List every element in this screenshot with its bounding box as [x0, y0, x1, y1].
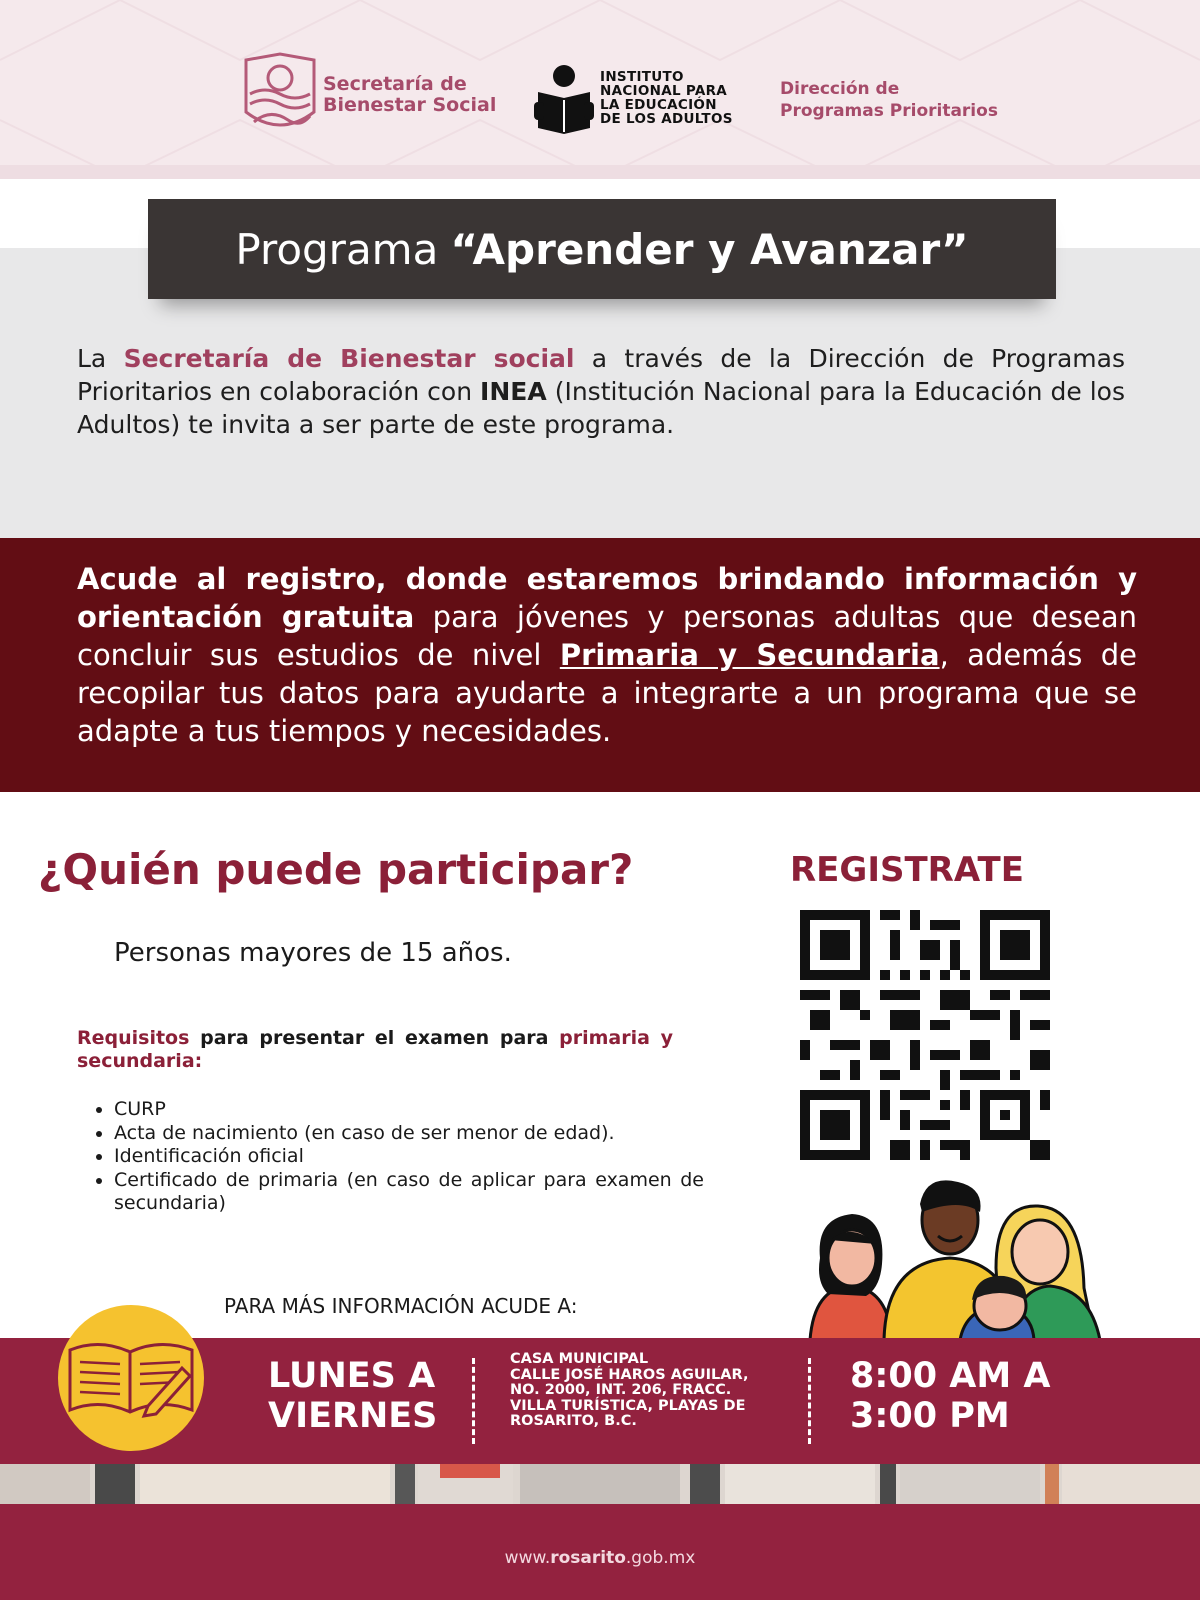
register-label: REGISTRATE [790, 850, 1024, 890]
list-item: • CURP [114, 1098, 704, 1122]
website-link[interactable] [0, 1548, 1200, 1568]
program-title-name: “Aprender y Avanzar” [450, 224, 969, 274]
family-illustration [800, 1178, 1110, 1340]
requirements-heading [77, 1027, 673, 1073]
inea-reader-icon [534, 64, 594, 134]
url-suffix: .gob.mx [625, 1548, 696, 1568]
requirements-list [84, 1098, 704, 1216]
list-item: • Identificación oficial [114, 1145, 704, 1169]
requirements-levels: primaria y secundaria: [77, 1027, 674, 1072]
divider [472, 1358, 475, 1444]
intro-highlight-inea: INEA [480, 377, 547, 406]
header-band [0, 165, 1200, 179]
intro-text-3: (Institución Nacional para la Educación de los Adultos) te invita a ser parte de este programa. [77, 377, 1125, 439]
program-title-prefix: Programa [235, 224, 439, 274]
inea-logo-text: INSTITUTO NACIONAL PARA LA EDUCACIÓN DE LOS ADULTOS [600, 69, 733, 127]
callout-text-2: para jóvenes y personas adultas que desean concluir sus estudios de nivel [77, 600, 1137, 672]
address: CASA MUNICIPAL CALLE JOSÉ HAROS AGUILAR, NO. 2000, INT. 206, FRACC. VILLA TURÍSTICA, PLAYAS DE ROSARITO, B.C. [510, 1351, 749, 1429]
program-title [148, 199, 1056, 299]
callout-bold: Acude al registro, donde estaremos brindando información y orientación gratuita [77, 562, 1137, 634]
list-item: • Acta de nacimiento (en caso de ser menor de edad). [114, 1122, 704, 1146]
callout-paragraph [77, 560, 1137, 750]
more-info-label: PARA MÁS INFORMACIÓN ACUDE A: [224, 1294, 578, 1318]
callout-text-3: , además de recopilar tus datos para ayudarte a integrarte a un programa que se adapte a tus tiempos y necesidades. [77, 638, 1137, 748]
sbs-seal-icon [240, 52, 320, 138]
requirements-rest: para presentar el examen para [189, 1027, 560, 1049]
open-book-icon [64, 1336, 198, 1420]
intro-highlight-sbs: Secretaría de Bienestar social [123, 344, 575, 373]
divider [808, 1358, 811, 1444]
url-prefix: www. [504, 1548, 551, 1568]
intro-text-1: La [77, 344, 124, 373]
list-item: • Certificado de primaria (en caso de aplicar para examen de secundaria) [114, 1169, 704, 1216]
participation-title: ¿Quién puede participar? [38, 845, 634, 894]
callout-levels: Primaria y Secundaria [559, 638, 940, 672]
requirements-highlight: Requisitos [77, 1027, 190, 1049]
intro-paragraph [77, 342, 1125, 441]
dpp-logo-text: Dirección de Programas Prioritarios [780, 79, 998, 121]
schedule-days: LUNES A VIERNES [268, 1356, 438, 1436]
qr-code-icon[interactable] [800, 910, 1050, 1160]
books-strip [0, 1464, 1200, 1504]
intro-text-2: a través de la Dirección de Programas Prioritarios en colaboración con [77, 344, 1125, 406]
schedule-hours: 8:00 AM A 3:00 PM [850, 1356, 1051, 1436]
age-requirement: Personas mayores de 15 años. [114, 938, 512, 968]
sbs-logo-text: Secretaría de Bienestar Social [323, 73, 497, 116]
url-domain: rosarito [550, 1548, 626, 1568]
